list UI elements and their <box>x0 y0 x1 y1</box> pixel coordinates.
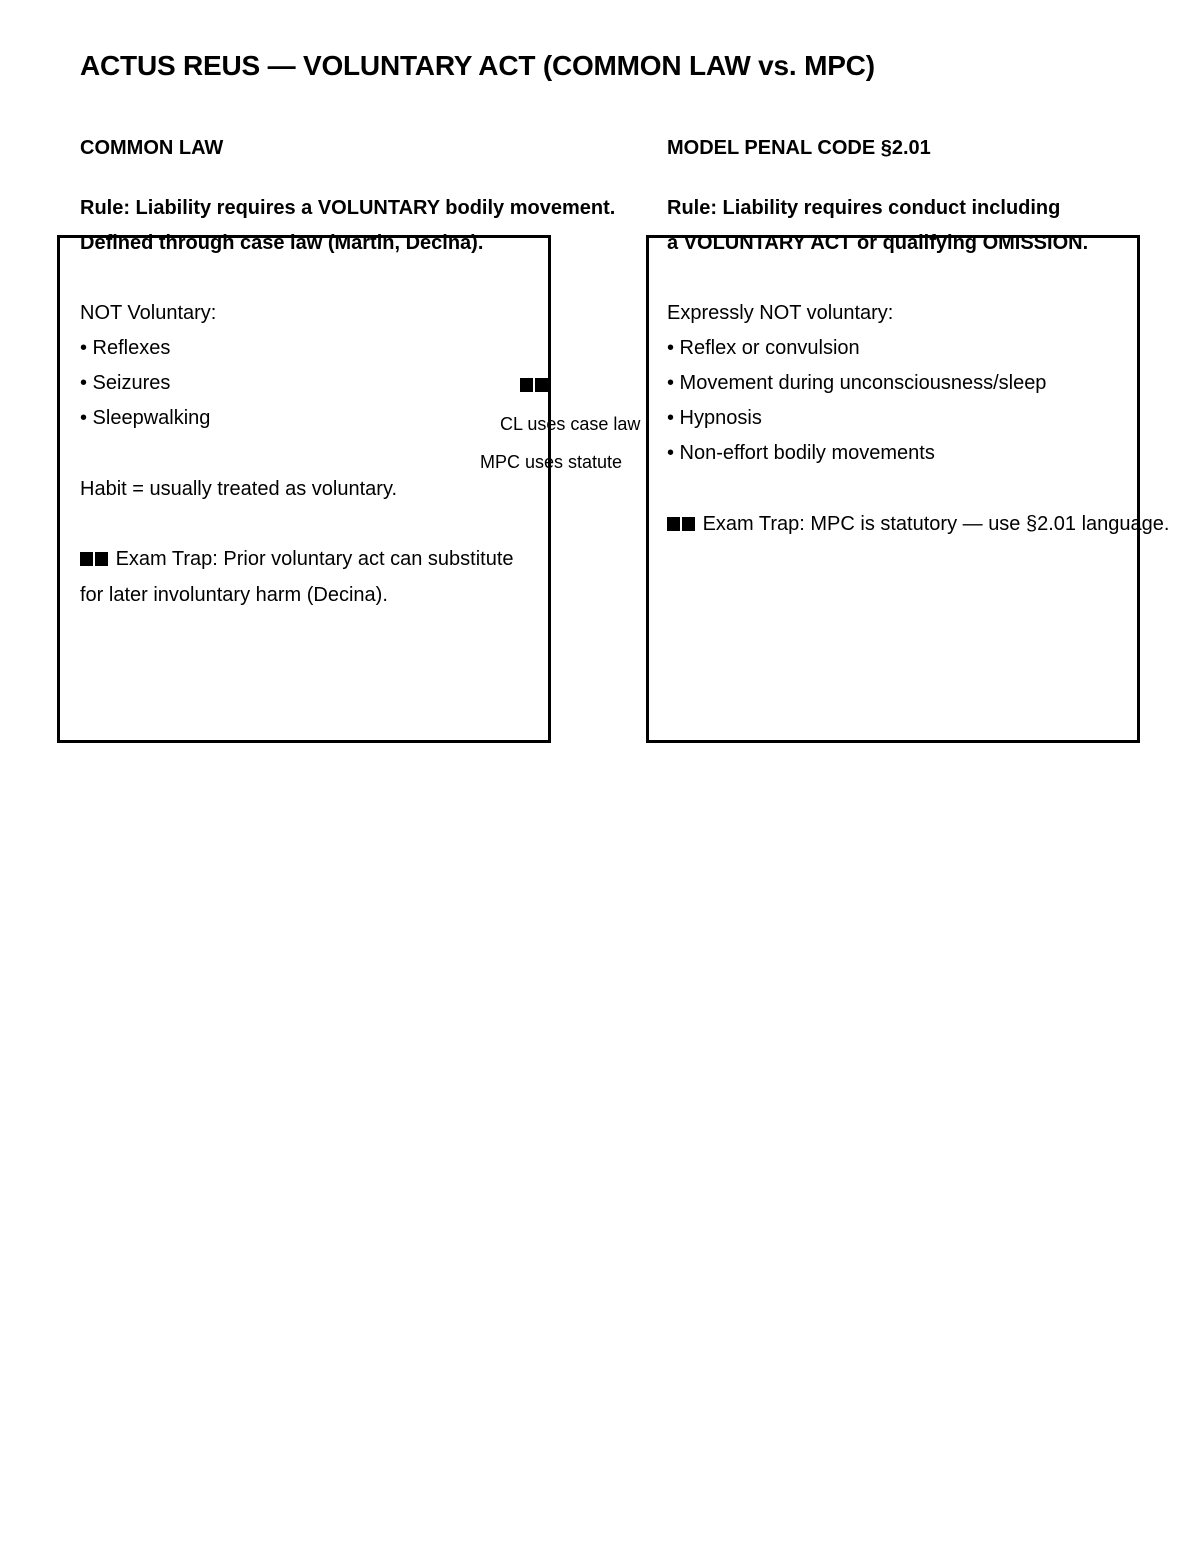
common-law-habit-note: Habit = usually treated as voluntary. <box>80 478 398 500</box>
mpc-heading: MODEL PENAL CODE §2.01 <box>667 137 931 159</box>
mpc-item: • Non-effort bodily movements <box>667 442 935 464</box>
mpc-rule-line2: a VOLUNTARY ACT or qualifying OMISSION. <box>667 232 1089 254</box>
common-law-exam-trap-text: Exam Trap: Prior voluntary act can substitute <box>115 548 514 570</box>
mpc-item: • Reflex or convulsion <box>667 337 860 359</box>
warning-icon <box>520 375 550 396</box>
mpc-exam-trap <box>667 512 1169 536</box>
middle-note-case-law: CL uses case law <box>500 414 641 434</box>
common-law-exam-trap <box>80 547 514 571</box>
mpc-exam-trap-text: Exam Trap: MPC is statutory — use §2.01 language. <box>702 513 1170 535</box>
common-law-heading: COMMON LAW <box>80 137 224 159</box>
warning-icon <box>80 547 110 571</box>
common-law-exam-trap-line2: for later involuntary harm (Decina). <box>80 584 388 606</box>
common-law-item: • Reflexes <box>80 337 171 359</box>
middle-note-icon <box>520 375 550 396</box>
mpc-rule-line1: Rule: Liability requires conduct including <box>667 196 1100 220</box>
common-law-rule-line2: Defined through case law (Martin, Decina). <box>80 232 484 254</box>
common-law-item: • Sleepwalking <box>80 407 211 429</box>
mpc-not-voluntary-heading: Expressly NOT voluntary: <box>667 302 894 324</box>
common-law-not-voluntary-heading: NOT Voluntary: <box>80 302 217 324</box>
mpc-item: • Movement during unconsciousness/sleep <box>667 372 1047 394</box>
middle-note-statute: MPC uses statute <box>480 452 623 472</box>
common-law-rule-line1: Rule: Liability requires a VOLUNTARY bodily movement. <box>80 197 616 219</box>
warning-icon <box>667 512 697 536</box>
mpc-item: • Hypnosis <box>667 407 762 429</box>
common-law-item: • Seizures <box>80 372 171 394</box>
page-title: ACTUS REUS — VOLUNTARY ACT (COMMON LAW vs. MPC) <box>80 50 875 81</box>
